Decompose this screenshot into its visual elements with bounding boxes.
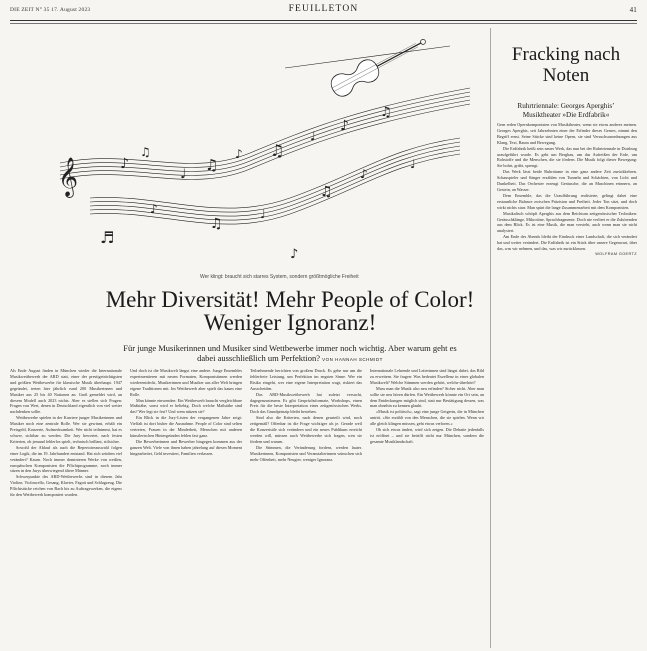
paragraph: Schwerpunkte des ARD-Wettbewerbs sind in diesem Jahr Violine, Violoncello, Gesang, Klavier, Fagott und Schlagzeug. Die Pflichtstücke reichen von Bach bis zu Auftragswerken, die eigens für den Wettbewerb komponiert wurden. bbox=[10, 474, 122, 498]
paragraph: Das Werk lässt beide Ruhrräume in eine ganz andere Zeit zurückkehren. Schauspieler und Sänger erzählen von Tunneln und Schächten, von Licht und Dunkelheit. Das Orchester erzeugt Geräusche, die an Maschinen erinnern, an Gestein, an Wasser. bbox=[497, 169, 637, 192]
paragraph: Muss man die Musik also neu erfinden? Sicher nicht. Aber man sollte sie neu hören dürfen. Ein Wettbewerb könnte ein Ort sein, an dem Entdeckungen möglich sind, statt nur Bestätigung dessen, was man ohnehin zu kennen glaubt. bbox=[370, 385, 484, 409]
header-rule bbox=[10, 20, 637, 21]
svg-text:♪: ♪ bbox=[120, 156, 129, 172]
article-column-4 bbox=[370, 368, 484, 650]
byline: VON HANNAH SCHMIDT bbox=[322, 357, 383, 362]
paragraph: Dem Ensemble, das die Uraufführung realisierte, gelingt dabei eine erstaunliche Balance zwischen Präzision und Freiheit. Jeder Ton sitzt, und doch wirkt nichts starr. Man spürt die lange Zusammenarbeit mit dem Komponisten. bbox=[497, 192, 637, 210]
paragraph: Sind also die Kriterien, nach denen geurteilt wird, noch zeitgemäß? Offenbar ist die Frage wichtiger als je. Gerade weil die Konzertsäle sich verändern und ein neues Publikum erreicht werden will, müssen auch Wettbewerbe sich fragen, wen sie fördern und warum. bbox=[250, 415, 362, 444]
svg-text:♩: ♩ bbox=[410, 157, 416, 171]
svg-text:♪: ♪ bbox=[340, 118, 349, 134]
svg-text:♪: ♪ bbox=[235, 147, 243, 161]
sidebar-subtitle: Ruhrtriennale: Georges Aperghis’ Musiktheater »Die Erdfabrik« bbox=[517, 102, 615, 119]
svg-text:♬: ♬ bbox=[100, 228, 115, 247]
paragraph: Und doch ist die Musikwelt längst eine andere. Junge Ensembles experimentieren mit neuen Formaten, Komponistinnen werden wiederentdeckt, Musikerinnen und Musiker aus aller Welt bringen eigene Traditionen mit. Im Wettbewerb aber spielt das kaum eine Rolle. bbox=[130, 368, 242, 397]
header-rule-thin bbox=[10, 23, 637, 24]
paragraph: Die Stimmen, die Veränderung fordern, werden lauter. Musikerinnen, Komponisten und Veranstalterinnen wünschen sich mehr Offenheit, mehr Neugier, weniger Ignoranz. bbox=[250, 444, 362, 462]
paragraph: Musikalisch schöpft Aperghis aus dem Reichtum zeitgenössischer Techniken: Geräuschklänge, Mikrotöne, Sprachfragmente. Doch nie verliert er die Zuhörenden aus dem Blick. Es ist eine Musik, die man versteht, auch wenn man sie nicht analysiert. bbox=[497, 210, 637, 234]
sidebar-body bbox=[497, 122, 637, 642]
issue-date: DIE ZEIT N° 35 17. August 2023 bbox=[10, 7, 91, 13]
svg-text:♩: ♩ bbox=[310, 129, 316, 143]
svg-text:♫: ♫ bbox=[380, 105, 392, 120]
paragraph: Ob sich etwas ändert, wird sich zeigen. Die Debatte jedenfalls ist eröffnet – und sie betrifft nicht nur München, sondern die gesamte Musiklandschaft. bbox=[370, 427, 484, 444]
svg-text:♫: ♫ bbox=[270, 141, 285, 160]
page-number: 41 bbox=[629, 6, 637, 14]
svg-text:♫: ♫ bbox=[210, 216, 223, 232]
article-headline: Mehr Diversität! Mehr People of Color! Weniger Ignoranz! bbox=[105, 287, 475, 335]
article-subtitle bbox=[120, 343, 460, 365]
svg-text:♪: ♪ bbox=[150, 202, 158, 216]
svg-text:♪: ♪ bbox=[360, 167, 368, 181]
article-column-1 bbox=[10, 368, 122, 650]
paragraph: Die Erdfabrik heißt sein neues Werk, das nun bei der Ruhrtriennale in Duisburg uraufgeführt wurde. Es geht um Bergbau, um das Aufreißen der Erde, um Rohstoffe und die Menschen, die sie fördern. Die Musik folgt dieser Bewegung: Sie bohrt, gräbt, sprengt. bbox=[497, 145, 637, 169]
illustration-caption: Wer klingt: braucht sich starres System, sondern größtmögliche Freiheit bbox=[200, 274, 359, 280]
subtitle-text: Für junge Musikerinnen und Musiker sind Wettbewerbe immer noch wichtig. Aber warum geht es dabei ausschließlich um Perfektion? bbox=[123, 343, 457, 363]
paragraph: Internationale Lehrende und Leiterinnen sind längst dabei, das Bild zu erweitern. Sie fragen: Was bedeutet Exzellenz in einer globalen Musikwelt? Welche Stimmen werden gehört, welche überhört? bbox=[370, 368, 484, 385]
paragraph: Teilnehmende berichten von großem Druck. Es gehe nur um die fehlerfreie Leistung, um Perfektion im engsten Sinne. Wer ein Risiko eingeht, wer eine eigene Interpretation wagt, riskiert das Ausscheiden. bbox=[250, 368, 362, 391]
article-column-2 bbox=[130, 368, 242, 650]
paragraph: Man könnte einwenden: Ein Wettbewerb braucht vergleichbare Maßstäbe, sonst wird er beliebig. Doch welche Maßstäbe sind das? Wer legt sie fest? Und wem nützen sie? bbox=[130, 397, 242, 415]
music-illustration bbox=[30, 28, 490, 274]
section-title: FEUILLETON bbox=[288, 4, 359, 14]
paragraph: Sowohl der Ablauf als auch die Repertoireauswahl folgen einer Logik, die im 19. Jahrhundert entstand. Hat sich seitdem viel verändert? Kaum. Noch immer dominieren Werke von weißen, europäischen Komponisten die Pflichtprogramme, noch immer sitzen in den Jurys überwiegend ältere Männer. bbox=[10, 444, 122, 474]
svg-text:♫: ♫ bbox=[205, 156, 219, 174]
page-header bbox=[10, 4, 637, 18]
paragraph: Gern reden Opernkomponisten von Musiktheater, wenn sie etwas anderes meinen. Georges Aperghis, seit Jahrzehnten einer der Erfinder dieses Genres, nimmt den Begriff ernst. Seine Stücke sind keine Opern, sie sind Versuchsanordnungen aus Klang, Text, Raum und Bewegung. bbox=[497, 122, 637, 145]
svg-text:♫: ♫ bbox=[320, 184, 333, 200]
paragraph: Am Ende des Abends bleibt der Eindruck einer Landschaft, die sich verändert hat und weiter verändert. Die Erdfabrik ist ein Stück über unsere Gegenwart, über das, was wir nehmen, und das, was wir zurücklassen. bbox=[497, 234, 637, 252]
svg-text:♩: ♩ bbox=[260, 207, 266, 221]
svg-text:♫: ♫ bbox=[140, 145, 151, 159]
paragraph: Ein Blick in die Jury-Listen der vergangenen Jahre zeigt: Vielfalt ist dort bisher die Ausnahme. People of Color sind selten vertreten, Frauen in der Minderheit, Menschen mit anderen künstlerischen Hintergründen fehlen fast ganz. bbox=[130, 415, 242, 438]
paragraph: »Musik ist politisch«, sagt eine junge Geigerin, die in München antritt. »Sie erzählt von den Menschen, die sie spielen. Wenn wir alle gleich klingen müssen, geht etwas verloren.« bbox=[370, 409, 484, 427]
column-divider bbox=[490, 28, 491, 648]
violin-icon bbox=[285, 31, 450, 100]
paragraph: Die Bewerberinnen und Bewerber hingegen kommen aus der ganzen Welt. Viele von ihnen haben jahrelang auf diesen Moment hingearbeitet, Geld investiert, Familien verlassen. bbox=[130, 438, 242, 456]
sidebar-author: WOLFRAM GOERTZ bbox=[595, 251, 637, 256]
paragraph: Als Ende August finden in München wieder die Internationale Musikwettbewerb der ARD statt, einer der prestigeträchtigsten und größten Wettbewerbe für klassische Musik überhaupt. 1947 gegründet, treten hier jährlich rund 200 Musikerinnen und Musiker aus 25 bis 40 Nationen an. Groß gemeldet wird, an diesem Modell auch 2023 nichts. Aber es stellen sich Fragen: Fragen von Wert, denen in Deutschland eigentlich von viel weiter nachdenken sollte. bbox=[10, 368, 122, 415]
sidebar-headline: Fracking nach Noten bbox=[511, 44, 621, 86]
music-notes bbox=[100, 105, 416, 262]
treble-clef-icon: 𝄞 bbox=[58, 157, 79, 197]
article-column-3 bbox=[250, 368, 362, 650]
svg-text:♩: ♩ bbox=[180, 167, 187, 182]
paragraph: Das ARD-Musikwettbewerb hat zuletzt versucht, dagegenzusteuern. Es gibt Gesprächsformate, Workshops, einen Preis für die beste Interpretation eines zeitgenössischen Werks. Doch das Grundprinzip bleibt bestehen. bbox=[250, 391, 362, 415]
paragraph: Wettbewerbe spielen in der Karriere junger Musikerinnen und Musiker noch eine zentrale Rolle. Wer sie gewinnt, erhält ein Preisgeld, Konzerte, Aufmerksamkeit. Wer nicht teilnimmt, hat es schwer, sichtbar zu werden. Die Jury bewertet, nach festen Kriterien, ob jemand fehlerlos spielt, technisch brillant, stilsicher. bbox=[10, 415, 122, 444]
svg-text:♪: ♪ bbox=[290, 247, 299, 262]
